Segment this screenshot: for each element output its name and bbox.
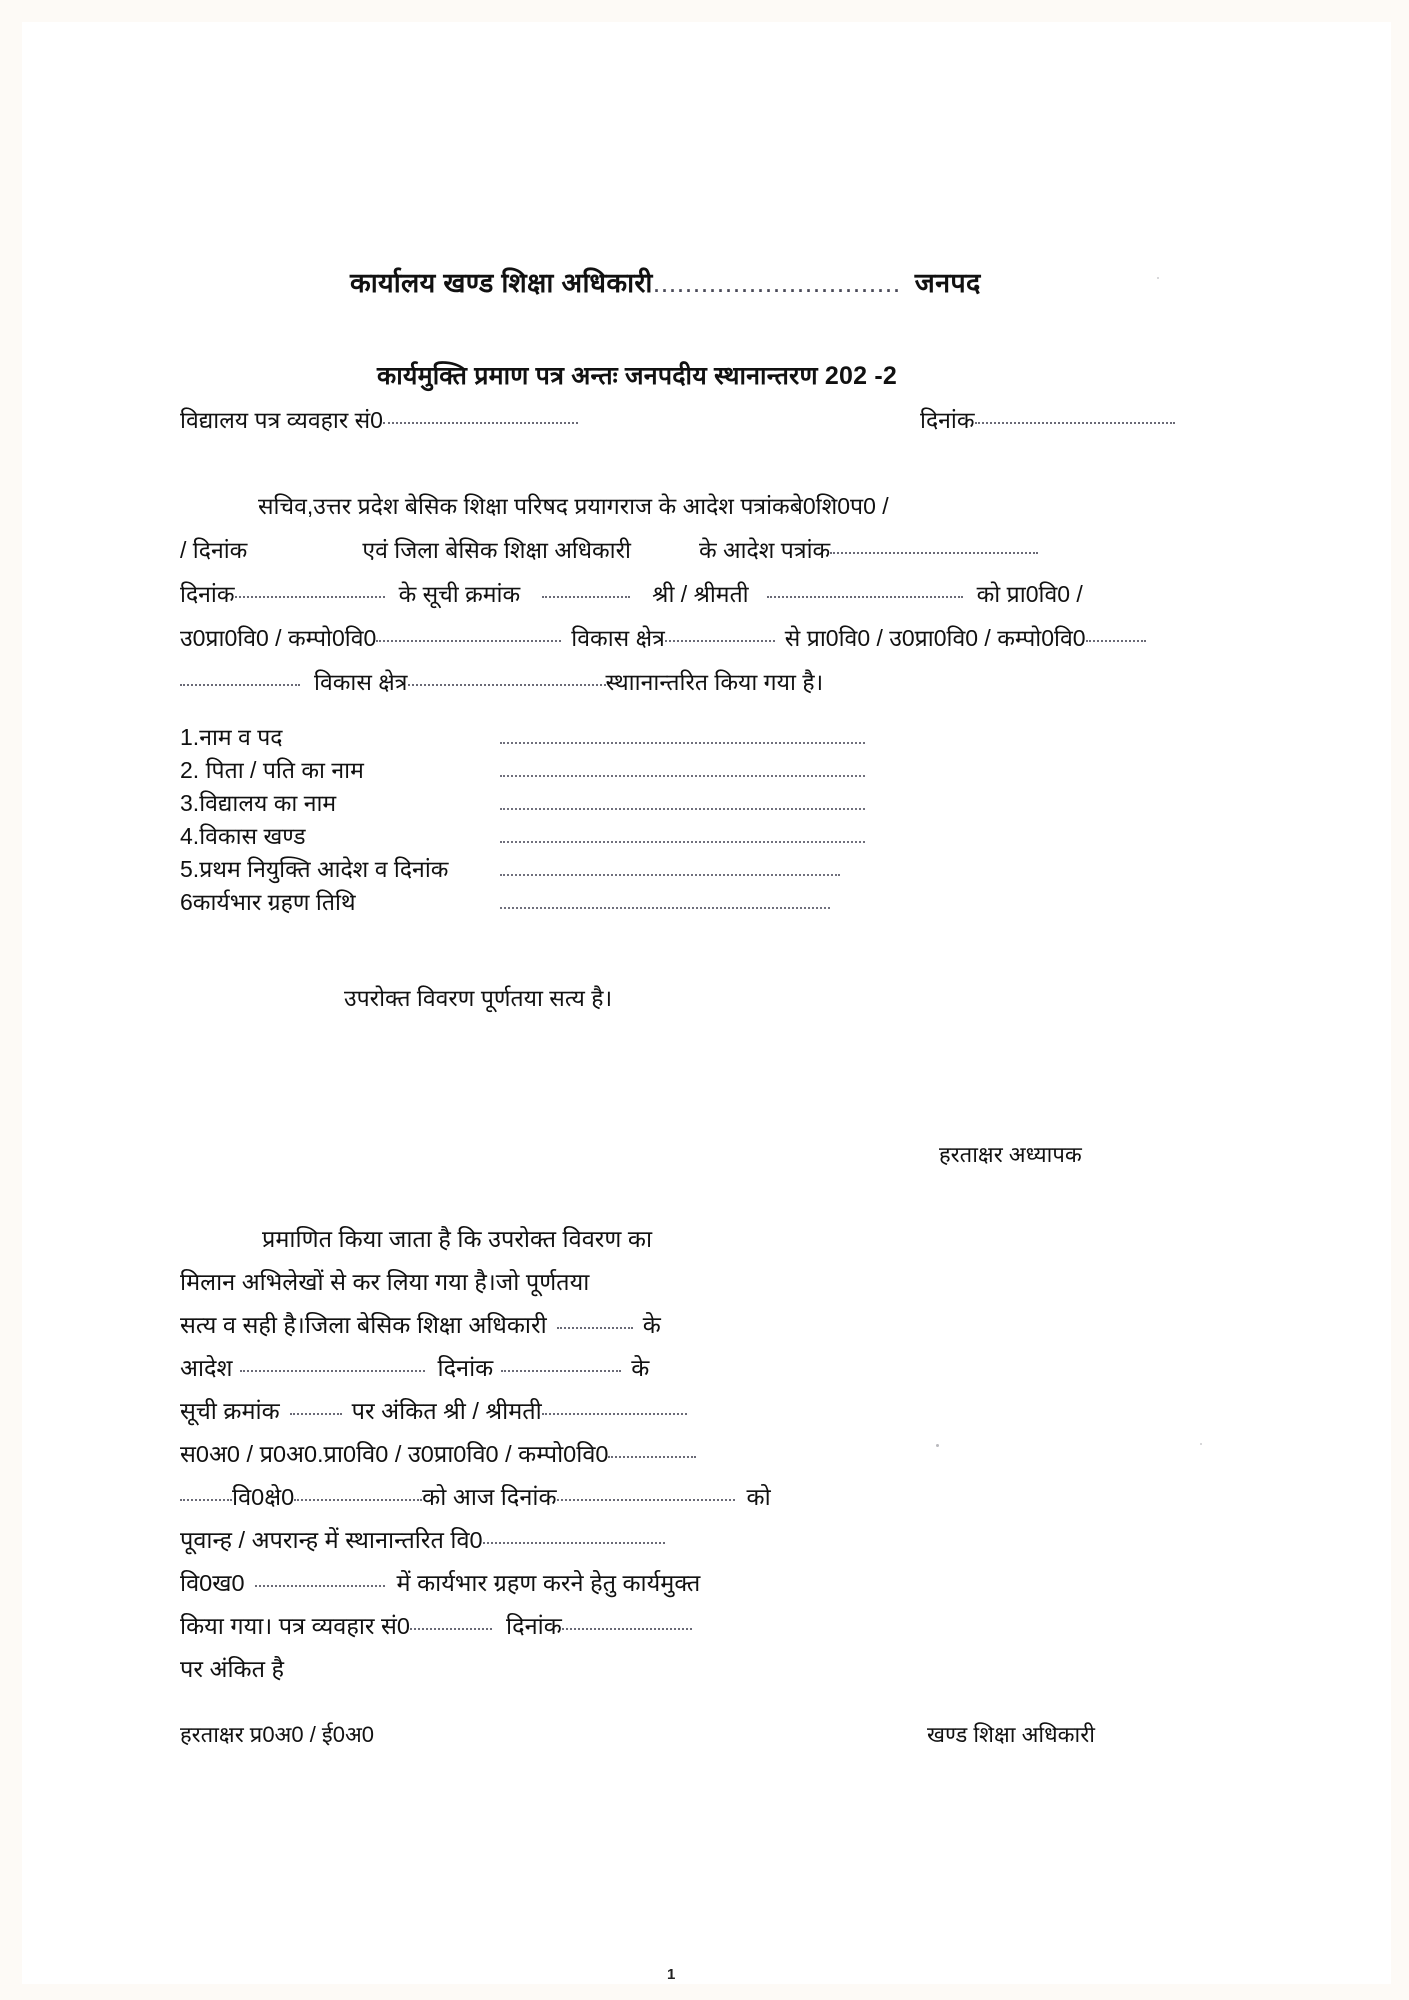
teacher-signature-label: हरताक्षर अध्यापक [939, 1142, 1082, 1167]
document-subtitle: कार्यमुक्ति प्रमाण पत्र अन्तः जनपदीय स्थानान्तरण 202 -2 [377, 362, 897, 390]
letter-date-field [920, 409, 1175, 432]
order-number-input[interactable] [830, 552, 1038, 554]
document-page [22, 22, 1391, 1984]
table-row [180, 851, 865, 884]
list-value-input-6[interactable] [500, 907, 830, 909]
list-value-input-1[interactable] [500, 742, 865, 744]
cert-line-1: प्रमाणित किया जाता है कि उपरोक्त विवरण का [262, 1226, 653, 1252]
paragraph-line-3: दिनांक के सूची क्रमांक श्री / श्रीमती को प्रा0वि0 / [180, 581, 1083, 607]
letter-date-label: दिनांक [920, 407, 975, 433]
cert-line-5: सूची क्रमांक पर अंकित श्री / श्रीमती [180, 1390, 740, 1433]
list-item-number-6: 6कार्यभार ग्रहण तिथि [180, 889, 356, 915]
letter-number-field [180, 409, 578, 432]
list-value-input-4[interactable] [500, 841, 865, 843]
order-date-input[interactable] [235, 596, 385, 598]
office-heading-dots: ............................... [652, 268, 901, 298]
list-value-input-5[interactable] [500, 874, 840, 876]
cert-line-10: किया गया। पत्र व्यवहार सं0 दिनांक [180, 1605, 740, 1648]
from-block-input[interactable] [665, 640, 775, 642]
cert-order-number-input[interactable] [240, 1370, 425, 1372]
list-item-number-4: 4.विकास खण्ड [180, 823, 306, 849]
office-heading-tail: जनपद [914, 268, 981, 298]
page-number: 1 [667, 1966, 676, 1983]
declaration-text: उपरोक्त विवरण पूर्णतया सत्य है। [344, 985, 613, 1011]
cert-order-date-input[interactable] [501, 1370, 621, 1372]
cert-destination-school-input[interactable] [483, 1542, 665, 1544]
certification-paragraph [180, 1218, 771, 1691]
cert-region-input[interactable] [294, 1499, 422, 1501]
from-school-input[interactable] [376, 640, 561, 642]
principal-signature-label: हरताक्षर प्र0अ0 / ई0अ0 [180, 1722, 375, 1747]
table-row [180, 884, 865, 917]
cert-line-2: मिलान अभिलेखों से कर लिया गया है।जो पूर्णतया [180, 1269, 590, 1295]
table-row [180, 752, 865, 785]
cert-line-3: सत्य व सही है।जिला बेसिक शिक्षा अधिकारी के [180, 1312, 661, 1338]
cert-line-4: आदेश दिनांक के [180, 1355, 650, 1381]
list-item-number-2: 2. पिता / पति का नाम [180, 757, 364, 783]
table-row [180, 818, 865, 851]
office-heading [350, 270, 981, 297]
list-item-number-3: 3.विद्यालय का नाम [180, 790, 337, 816]
cert-line-11: पर अंकित है [180, 1656, 284, 1682]
list-value-input-3[interactable] [500, 808, 865, 810]
cert-letter-date-input[interactable] [562, 1628, 692, 1630]
office-heading-text: कार्यालय खण्ड शिक्षा अधिकारी [350, 268, 653, 298]
list-value-input-2[interactable] [500, 775, 865, 777]
transfer-order-paragraph [180, 484, 1146, 704]
cert-name-input[interactable] [542, 1413, 687, 1415]
paragraph-line-1: सचिव,उत्तर प्रदेश बेसिक शिक्षा परिषद प्रयागराज के आदेश पत्रांकबे0शि0प0 / [258, 493, 889, 519]
to-school-input-cont[interactable] [180, 684, 300, 686]
cert-destination-block-input[interactable] [255, 1585, 385, 1587]
cert-line-9: वि0ख0 में कार्यभार ग्रहण करने हेतु कार्यमुक्त [180, 1570, 701, 1596]
letter-date-input[interactable] [975, 422, 1175, 424]
to-school-input[interactable] [1086, 640, 1146, 642]
cert-line-6: स0अ0 / प्र0अ0.प्रा0वि0 / उ0प्रा0वि0 / कम्पो0वि0 [180, 1433, 740, 1476]
cert-today-date-input[interactable] [557, 1499, 735, 1501]
paragraph-line-5: विकास क्षेत्र स्थाानान्तरित किया गया है। [180, 660, 1146, 704]
cert-region-input-pre[interactable] [180, 1499, 232, 1501]
cert-serial-input[interactable] [290, 1413, 342, 1415]
to-block-input[interactable] [408, 684, 606, 686]
bsa-order-ref-input[interactable] [557, 1327, 633, 1329]
teacher-details-list [180, 720, 865, 917]
cert-letter-number-input[interactable] [410, 1628, 492, 1630]
list-item-number-5: 5.प्रथम नियुक्ति आदेश व दिनांक [180, 856, 449, 882]
letter-number-input[interactable] [383, 422, 578, 424]
letter-number-label: विद्यालय पत्र व्यवहार सं0 [180, 407, 383, 433]
table-row [180, 785, 865, 818]
cert-line-8: पूवान्ह / अपरान्ह में स्थानान्तरित वि0 [180, 1519, 740, 1562]
paragraph-line-4: उ0प्रा0वि0 / कम्पो0वि0 विकास क्षेत्र से प्रा0वि0 / उ0प्रा0वि0 / कम्पो0वि0 [180, 616, 1146, 660]
list-item-number-1: 1.नाम व पद [180, 724, 283, 750]
document-body [22, 22, 1391, 1984]
paragraph-line-2: / दिनांक एवं जिला बेसिक शिक्षा अधिकारी के आदेश पत्रांक [180, 528, 1146, 572]
scan-speck-icon [936, 1444, 939, 1447]
table-row [180, 720, 865, 752]
scan-speck-icon [1157, 277, 1159, 279]
beo-signature-label: खण्ड शिक्षा अधिकारी [927, 1722, 1095, 1747]
cert-school-input[interactable] [608, 1456, 696, 1458]
list-serial-input[interactable] [542, 596, 630, 598]
scan-speck-icon [1200, 1443, 1202, 1445]
teacher-name-input[interactable] [767, 596, 963, 598]
cert-line-7: वि0क्षे0 को आज दिनांक को [180, 1476, 740, 1519]
